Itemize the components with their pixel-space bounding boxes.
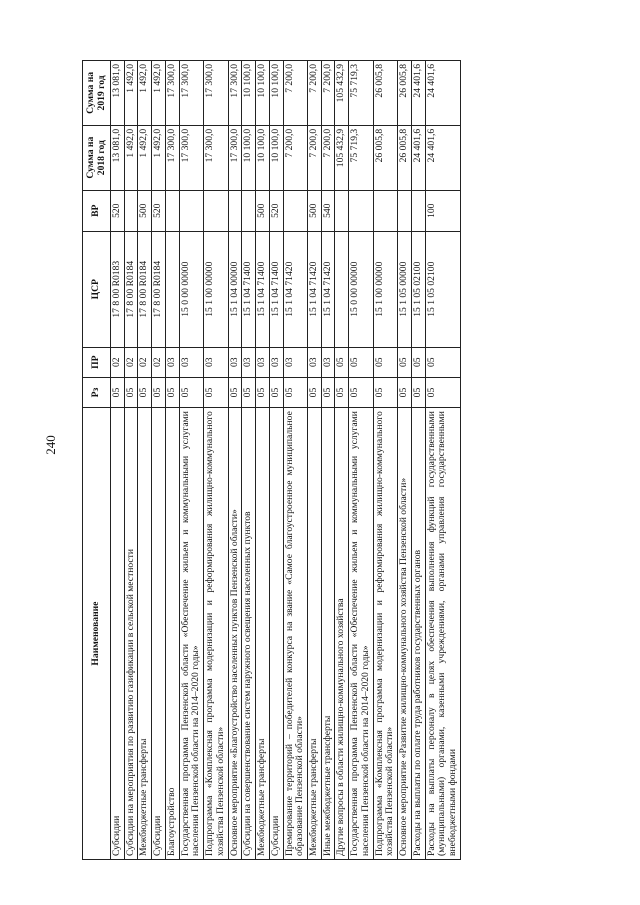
cell-rz: 05 xyxy=(283,377,307,407)
cell-sum-2019: 1 492,0 xyxy=(152,61,166,126)
table-row xyxy=(228,61,242,860)
cell-name: Государственная программа Пензенской области «Обеспечение жильем и коммунальными услугами населения Пензенской области на 2014–2020 годы» xyxy=(349,408,373,860)
table-row xyxy=(179,61,203,860)
cell-sum-2018: 105 432,9 xyxy=(335,125,349,190)
cell-sum-2018: 17 300,0 xyxy=(165,125,179,190)
cell-pr: 03 xyxy=(228,347,242,377)
table-row xyxy=(165,61,179,860)
cell-sum-2019: 75 719,3 xyxy=(349,61,373,126)
cell-csr xyxy=(335,231,349,347)
cell-vr: 520 xyxy=(152,190,166,231)
cell-pr: 05 xyxy=(398,347,412,377)
cell-vr xyxy=(204,190,228,231)
cell-vr: 500 xyxy=(308,190,322,231)
cell-csr: 15 1 04 71400 xyxy=(269,231,283,347)
cell-name: Расходы на выплаты по оплате труда работников государственных органов xyxy=(411,408,425,860)
cell-rz: 05 xyxy=(111,377,125,407)
cell-sum-2018: 7 200,0 xyxy=(283,125,307,190)
cell-sum-2019: 26 005,8 xyxy=(373,61,397,126)
cell-sum-2019: 17 300,0 xyxy=(179,61,203,126)
cell-vr xyxy=(398,190,412,231)
cell-name: Субсидии xyxy=(152,408,166,860)
cell-pr: 03 xyxy=(242,347,256,377)
cell-sum-2018: 24 401,6 xyxy=(425,125,460,190)
cell-name: Благоустройство xyxy=(165,408,179,860)
cell-csr: 15 1 00 00000 xyxy=(204,231,228,347)
header-sum-2018: Сумма на 2018 год xyxy=(83,125,111,190)
cell-vr xyxy=(283,190,307,231)
cell-sum-2019: 1 492,0 xyxy=(124,61,138,126)
cell-pr: 05 xyxy=(425,347,460,377)
header-pr: ПР xyxy=(83,347,111,377)
cell-sum-2019: 10 100,0 xyxy=(269,61,283,126)
cell-rz: 05 xyxy=(373,377,397,407)
cell-rz: 05 xyxy=(124,377,138,407)
cell-pr: 02 xyxy=(111,347,125,377)
cell-name: Субсидии на мероприятия по развитию газификации в сельской местности xyxy=(124,408,138,860)
cell-rz: 05 xyxy=(308,377,322,407)
cell-pr: 03 xyxy=(321,347,335,377)
cell-rz: 05 xyxy=(425,377,460,407)
table-row xyxy=(256,61,270,860)
table-row xyxy=(321,61,335,860)
table-header-row xyxy=(83,61,111,860)
cell-sum-2018: 1 492,0 xyxy=(138,125,152,190)
cell-pr: 05 xyxy=(335,347,349,377)
cell-rz: 05 xyxy=(269,377,283,407)
cell-sum-2018: 75 719,3 xyxy=(349,125,373,190)
cell-rz: 05 xyxy=(179,377,203,407)
cell-name: Расходы на выплаты персоналу в целях обеспечения выполнения функций государственными (муниципальными) органами, казенными учреждениями, органами управления государственными внебюджетными фондами xyxy=(425,408,460,860)
cell-vr xyxy=(373,190,397,231)
cell-vr: 520 xyxy=(111,190,125,231)
cell-vr xyxy=(179,190,203,231)
cell-sum-2019: 10 100,0 xyxy=(242,61,256,126)
cell-sum-2018: 10 100,0 xyxy=(242,125,256,190)
cell-name: Субсидии xyxy=(111,408,125,860)
cell-pr: 03 xyxy=(179,347,203,377)
cell-name: Государственная программа Пензенской области «Обеспечение жильем и коммунальными услугами населения Пензенской области на 2014–2020 годы» xyxy=(179,408,203,860)
cell-sum-2019: 7 200,0 xyxy=(308,61,322,126)
table-body xyxy=(111,61,461,860)
table-row xyxy=(349,61,373,860)
cell-pr: 03 xyxy=(204,347,228,377)
cell-name: Субсидии xyxy=(269,408,283,860)
cell-rz: 05 xyxy=(411,377,425,407)
table-row xyxy=(283,61,307,860)
cell-csr: 17 8 00 R0184 xyxy=(152,231,166,347)
header-vr: ВР xyxy=(83,190,111,231)
cell-sum-2018: 7 200,0 xyxy=(321,125,335,190)
cell-csr xyxy=(165,231,179,347)
cell-csr: 15 1 04 71400 xyxy=(256,231,270,347)
cell-pr: 03 xyxy=(269,347,283,377)
cell-sum-2018: 1 492,0 xyxy=(124,125,138,190)
cell-csr: 15 0 00 00000 xyxy=(349,231,373,347)
cell-vr: 520 xyxy=(269,190,283,231)
cell-name: Подпрограмма «Комплексная программа модернизации и реформирования жилищно-коммунального хозяйства Пензенской области» xyxy=(373,408,397,860)
cell-sum-2019: 13 081,0 xyxy=(111,61,125,126)
cell-pr: 05 xyxy=(373,347,397,377)
cell-csr: 15 1 04 71420 xyxy=(321,231,335,347)
cell-name: Межбюджетные трансферты xyxy=(138,408,152,860)
cell-vr: 500 xyxy=(256,190,270,231)
cell-name: Межбюджетные трансферты xyxy=(256,408,270,860)
cell-name: Основное мероприятие «Развитие жилищно-коммунального хозяйства Пензенской области» xyxy=(398,408,412,860)
cell-csr: 15 1 04 71400 xyxy=(242,231,256,347)
table-row xyxy=(138,61,152,860)
cell-sum-2018: 17 300,0 xyxy=(179,125,203,190)
rotated-content xyxy=(82,60,461,860)
cell-vr: 500 xyxy=(138,190,152,231)
cell-sum-2018: 26 005,8 xyxy=(398,125,412,190)
cell-rz: 05 xyxy=(321,377,335,407)
table-row xyxy=(308,61,322,860)
cell-rz: 05 xyxy=(138,377,152,407)
cell-pr: 03 xyxy=(283,347,307,377)
cell-sum-2018: 17 300,0 xyxy=(204,125,228,190)
cell-vr xyxy=(228,190,242,231)
cell-csr: 15 1 00 00000 xyxy=(373,231,397,347)
cell-pr: 05 xyxy=(411,347,425,377)
cell-csr: 15 0 00 00000 xyxy=(179,231,203,347)
cell-sum-2018: 1 492,0 xyxy=(152,125,166,190)
cell-pr: 02 xyxy=(124,347,138,377)
cell-rz: 05 xyxy=(256,377,270,407)
cell-pr: 03 xyxy=(256,347,270,377)
cell-name: Субсидии на совершенствование систем наружного освещения населенных пунктов xyxy=(242,408,256,860)
header-rz: Рз xyxy=(83,377,111,407)
cell-rz: 05 xyxy=(228,377,242,407)
table-row xyxy=(411,61,425,860)
cell-csr: 15 1 05 00000 xyxy=(398,231,412,347)
budget-table xyxy=(82,60,461,860)
cell-sum-2019: 17 300,0 xyxy=(165,61,179,126)
page-number: 240 xyxy=(43,435,58,455)
table-row xyxy=(124,61,138,860)
cell-sum-2019: 7 200,0 xyxy=(321,61,335,126)
cell-csr: 15 1 05 02100 xyxy=(411,231,425,347)
table-row xyxy=(373,61,397,860)
cell-sum-2018: 17 300,0 xyxy=(228,125,242,190)
cell-csr: 17 8 00 R0184 xyxy=(124,231,138,347)
cell-sum-2018: 24 401,6 xyxy=(411,125,425,190)
table-row xyxy=(425,61,460,860)
cell-sum-2019: 17 300,0 xyxy=(204,61,228,126)
cell-csr: 17 8 00 R0184 xyxy=(138,231,152,347)
cell-pr: 05 xyxy=(349,347,373,377)
cell-sum-2019: 10 100,0 xyxy=(256,61,270,126)
cell-csr: 15 1 05 02100 xyxy=(425,231,460,347)
cell-name: Межбюджетные трансферты xyxy=(308,408,322,860)
cell-vr: 540 xyxy=(321,190,335,231)
cell-rz: 05 xyxy=(165,377,179,407)
cell-sum-2018: 7 200,0 xyxy=(308,125,322,190)
table-row xyxy=(111,61,125,860)
table-row xyxy=(242,61,256,860)
cell-name: Иные межбюджетные трансферты xyxy=(321,408,335,860)
table-row xyxy=(152,61,166,860)
cell-rz: 05 xyxy=(335,377,349,407)
table-row xyxy=(335,61,349,860)
cell-sum-2019: 1 492,0 xyxy=(138,61,152,126)
cell-rz: 05 xyxy=(242,377,256,407)
cell-vr xyxy=(165,190,179,231)
cell-sum-2019: 26 005,8 xyxy=(398,61,412,126)
header-csr: ЦСР xyxy=(83,231,111,347)
cell-rz: 05 xyxy=(349,377,373,407)
cell-name: Премирование территорий – победителей конкурса на звание «Самое благоустроенное муниципальное образование Пензенской области» xyxy=(283,408,307,860)
cell-csr: 15 1 04 71420 xyxy=(308,231,322,347)
cell-name: Подпрограмма «Комплексная программа модернизации и реформирования жилищно-коммунального хозяйства Пензенской области» xyxy=(204,408,228,860)
cell-sum-2019: 105 432,9 xyxy=(335,61,349,126)
cell-pr: 03 xyxy=(308,347,322,377)
cell-sum-2019: 24 401,6 xyxy=(411,61,425,126)
cell-rz: 05 xyxy=(398,377,412,407)
cell-csr: 15 1 04 71420 xyxy=(283,231,307,347)
header-name: Наименование xyxy=(83,408,111,860)
cell-name: Основное мероприятие «Благоустройство населенных пунктов Пензенской области» xyxy=(228,408,242,860)
cell-vr xyxy=(335,190,349,231)
cell-vr xyxy=(242,190,256,231)
document-page xyxy=(82,60,596,860)
cell-vr xyxy=(349,190,373,231)
cell-sum-2018: 10 100,0 xyxy=(269,125,283,190)
cell-sum-2019: 24 401,6 xyxy=(425,61,460,126)
cell-rz: 05 xyxy=(204,377,228,407)
cell-csr: 15 1 04 00000 xyxy=(228,231,242,347)
cell-sum-2019: 7 200,0 xyxy=(283,61,307,126)
header-sum-2019: Сумма на 2019 год xyxy=(83,61,111,126)
cell-name: Другие вопросы в области жилищно-коммунального хозяйства xyxy=(335,408,349,860)
cell-vr: 100 xyxy=(425,190,460,231)
cell-vr xyxy=(124,190,138,231)
cell-csr: 17 8 00 R0183 xyxy=(111,231,125,347)
cell-sum-2018: 26 005,8 xyxy=(373,125,397,190)
cell-sum-2018: 13 081,0 xyxy=(111,125,125,190)
cell-rz: 05 xyxy=(152,377,166,407)
table-row xyxy=(204,61,228,860)
table-row xyxy=(269,61,283,860)
cell-pr: 03 xyxy=(165,347,179,377)
table-row xyxy=(398,61,412,860)
cell-pr: 02 xyxy=(152,347,166,377)
cell-sum-2018: 10 100,0 xyxy=(256,125,270,190)
cell-pr: 02 xyxy=(138,347,152,377)
cell-sum-2019: 17 300,0 xyxy=(228,61,242,126)
cell-vr xyxy=(411,190,425,231)
